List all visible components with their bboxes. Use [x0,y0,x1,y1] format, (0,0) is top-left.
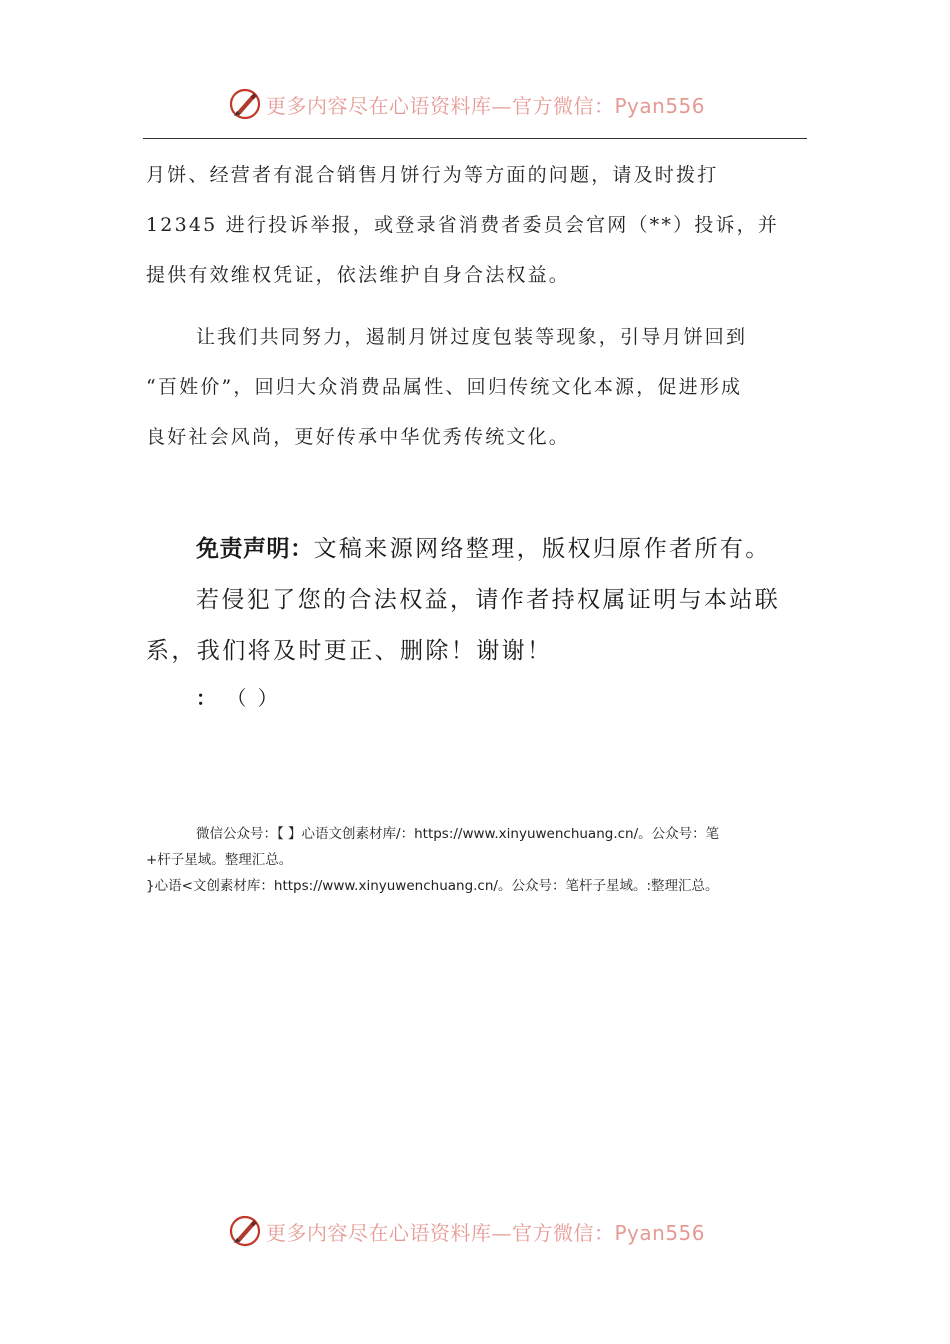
paragraph-1-line-3: 提供有效维权凭证，依法维护自身合法权益。 [146,264,571,286]
header-divider [143,138,807,139]
footer-note-line-1: 微信公众号：【 】心语文创素材库/：https://www.xinyuwenchuang.cn/。公众号：笔 [196,826,720,842]
banner-text: 更多内容尽在心语资料库—官方微信：Pyan556 [266,93,706,118]
paragraph-2-line-3: 良好社会风尚，更好传承中华优秀传统文化。 [146,426,571,448]
disclaimer-line-1 [196,530,771,563]
banner-text: 更多内容尽在心语资料库—官方微信：Pyan556 [266,1220,706,1245]
disclaimer-contact-parens: （ ） [236,686,281,710]
paragraph-2-line-1: 让我们共同努力，遏制月饼过度包装等现象，引导月饼回到 [196,326,748,348]
paragraph-1-line-1: 月饼、经营者有混合销售月饼行为等方面的问题，请及时拨打 [146,164,719,186]
footer-note-line-3: }心语<文创素材库：https://www.xinyuwenchuang.cn/。公众号：笔杆子星域。:整理汇总。 [146,878,719,894]
disclaimer-line-4 [196,682,280,711]
disclaimer-contact-colon: ： [196,686,217,710]
disclaimer-line-3: 系，我们将及时更正、删除！谢谢！ [146,638,553,664]
disclaimer-label: 免责声明： [196,536,314,562]
footer-note-line-2: +杆子星域。整理汇总。 [146,852,293,868]
disclaimer-line-2: 若侵犯了您的合法权益，请作者持权属证明与本站联 [196,587,781,613]
paragraph-1-line-2: 12345 进行投诉举报，或登录省消费者委员会官网（**）投诉，并 [146,214,780,236]
paragraph-2-line-2: “百姓价”，回归大众消费品属性、回归传统文化本源，促进形成 [146,376,743,398]
pen-logo-icon [228,1214,262,1248]
top-banner [0,84,950,124]
pen-logo-icon [228,87,262,121]
bottom-banner [0,1211,950,1251]
disclaimer-line-1-text: 文稿来源网络整理，版权归原作者所有。 [313,536,771,562]
